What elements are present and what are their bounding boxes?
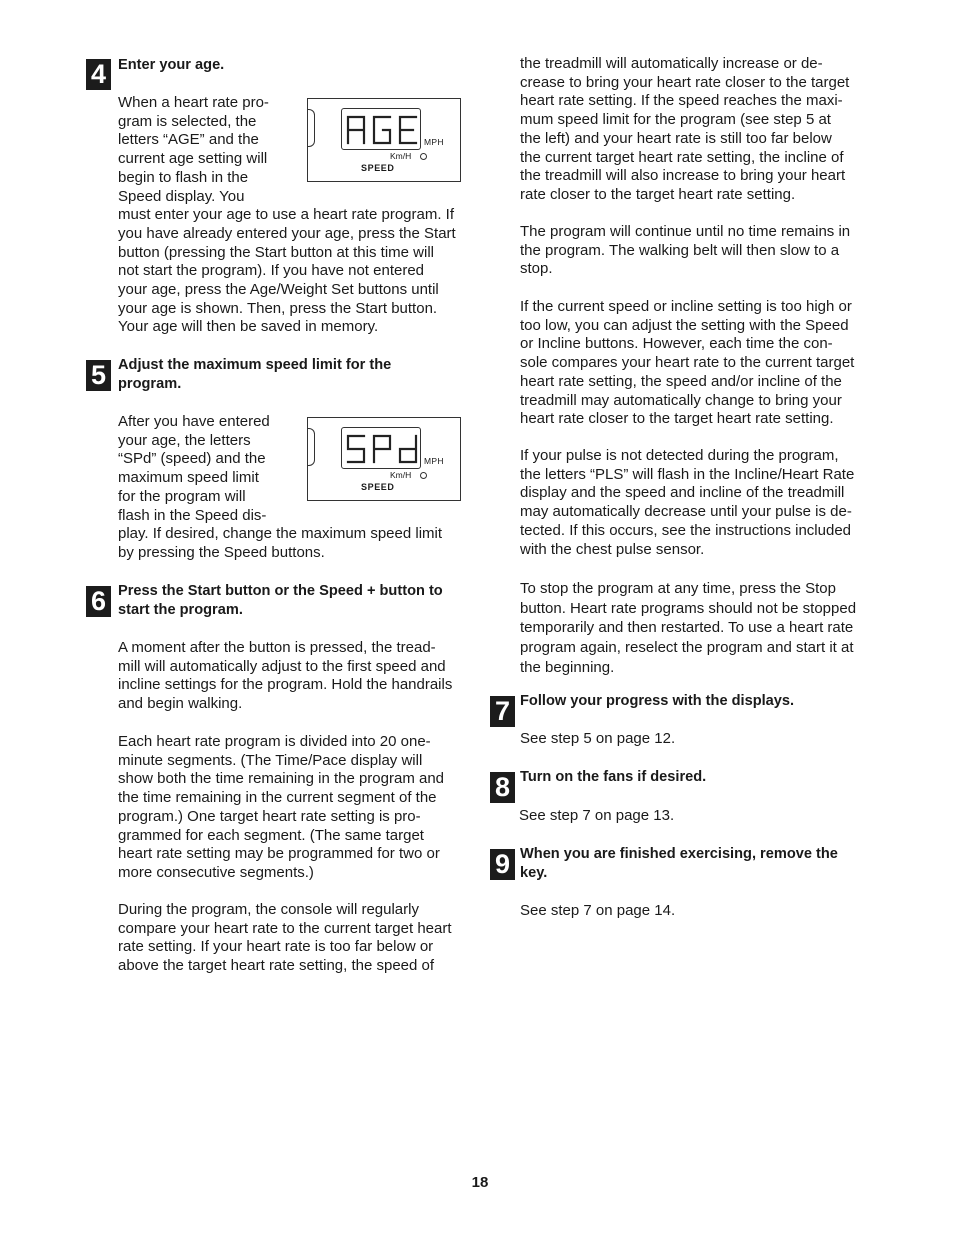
- body-line: or Incline buttons. However, each time the con-: [520, 335, 833, 353]
- step-6-paragraph-1: [118, 639, 452, 714]
- body-line: maximum speed limit: [118, 469, 259, 487]
- body-line: mill will automatically adjust to the first speed and: [118, 657, 446, 675]
- body-line: heart rate closer to the target heart rate setting.: [520, 410, 834, 428]
- right-paragraph-3: [520, 298, 854, 429]
- body-line: Speed display. You: [118, 187, 245, 205]
- body-line: for the program will: [118, 487, 246, 505]
- step-7-body: See step 5 on page 12.: [520, 730, 676, 747]
- step-5-heading: [118, 356, 391, 394]
- body-line: with the chest pulse sensor.: [520, 540, 705, 558]
- mph-label: MPH: [424, 137, 444, 147]
- body-line: A moment after the button is pressed, the tread-: [118, 639, 436, 656]
- step-7-heading: Follow your progress with the displays.: [520, 693, 795, 709]
- body-line: your age is shown. Then, press the Start button.: [118, 299, 438, 317]
- lcd-screen: [341, 427, 421, 469]
- body-line: too low, you can adjust the setting with the Speed: [520, 316, 849, 334]
- lcd-age-digits: [345, 113, 419, 147]
- body-line: not start the program). If you have not entered: [118, 262, 425, 280]
- body-line: and begin walking.: [118, 695, 243, 713]
- body-line: the time remaining in the current segment of the: [118, 789, 437, 807]
- step-6-heading: [118, 582, 443, 620]
- body-line: begin to flash in the: [118, 168, 249, 186]
- body-line: grammed for each segment. (The same target: [118, 826, 424, 844]
- display-left-bracket: [307, 109, 315, 147]
- step-4-heading: Enter your age.: [118, 57, 225, 73]
- step-6-paragraph-2: [118, 733, 444, 883]
- body-line: sole compares your heart rate to the current target: [520, 354, 855, 372]
- body-line: the program. The walking belt will then slow to a: [520, 241, 840, 259]
- body-line: the treadmill will automatically increase or de-: [520, 55, 823, 72]
- step-5-badge: 5: [86, 360, 111, 391]
- body-line: current age setting will: [118, 150, 268, 168]
- heading-line: When you are finished exercising, remove the: [520, 846, 838, 862]
- body-line: compare your heart rate to the current target heart: [118, 919, 452, 937]
- body-line: the left) and your heart rate is still too far below: [520, 129, 832, 147]
- step-8-body: See step 7 on page 13.: [519, 807, 675, 824]
- body-line: temporarily and then restarted. To use a heart rate: [520, 619, 854, 637]
- body-line: gram is selected, the: [118, 112, 257, 130]
- body-line: Your age will then be saved in memory.: [118, 318, 379, 336]
- speed-label: SPEED: [361, 163, 395, 173]
- body-line: heart rate setting. If the speed reaches the maxi-: [520, 92, 843, 110]
- body-line: play. If desired, change the maximum speed limit: [118, 525, 443, 543]
- body-line: “SPd” (speed) and the: [118, 450, 266, 468]
- step-9-body: See step 7 on page 14.: [520, 902, 676, 919]
- body-line: more consecutive segments.): [118, 863, 314, 881]
- body-line: mum speed limit for the program (see step 5 at: [520, 111, 831, 129]
- kmh-label: Km/H: [390, 470, 412, 480]
- body-line: rate setting. If your heart rate is too far below or: [118, 938, 434, 956]
- right-paragraph-2: [520, 223, 850, 279]
- body-line: the beginning.: [520, 658, 615, 676]
- lcd-spd-digits: [345, 432, 419, 466]
- body-line: the letters “PLS” will flash in the Incline/Heart Rate: [520, 465, 855, 483]
- right-paragraph-1: [520, 55, 849, 205]
- body-line: above the target heart rate setting, the speed of: [118, 957, 435, 975]
- body-line: by pressing the Speed buttons.: [118, 543, 325, 561]
- body-line: must enter your age to use a heart rate program. If: [118, 206, 455, 224]
- body-line: During the program, the console will regularly: [118, 901, 419, 918]
- speed-label: SPEED: [361, 482, 395, 492]
- body-line: the current target heart rate setting, the incline of: [520, 148, 844, 166]
- body-line: rate closer to the target heart rate setting.: [520, 185, 796, 203]
- page-number: 18: [471, 1174, 489, 1191]
- body-line: letters “AGE” and the: [118, 131, 259, 149]
- body-line: program again, reselect the program and start it at: [520, 639, 854, 657]
- step-9-heading: [520, 845, 838, 883]
- body-line: button. Heart rate programs should not be stopped: [520, 599, 857, 617]
- body-line: incline settings for the program. Hold the handrails: [118, 676, 453, 694]
- body-line: the treadmill will also increase to bring your heart: [520, 167, 846, 185]
- body-line: When a heart rate pro-: [118, 94, 269, 111]
- display-left-bracket: [307, 428, 315, 466]
- body-line: Each heart rate program is divided into 20 one-: [118, 733, 431, 750]
- heading-line: Press the Start button or the Speed + button to: [118, 583, 443, 599]
- body-line: If your pulse is not detected during the program,: [520, 447, 839, 464]
- body-line: heart rate setting, the speed and/or incline of the: [520, 372, 842, 390]
- step-8-badge: 8: [490, 772, 515, 803]
- right-paragraph-4: [520, 447, 854, 559]
- body-line: button (pressing the Start button at this time will: [118, 243, 434, 261]
- body-line: The program will continue until no time remains in: [520, 223, 851, 240]
- body-line: treadmill may automatically change to bring your: [520, 391, 842, 409]
- body-line: After you have entered: [118, 413, 270, 430]
- heading-line: program.: [118, 376, 182, 392]
- kmh-label: Km/H: [390, 151, 412, 161]
- body-line: your age, press the Age/Weight Set buttons until: [118, 281, 439, 299]
- body-line: heart rate setting may be programmed for two or: [118, 845, 440, 863]
- right-paragraph-5: [520, 579, 856, 678]
- heading-line: Adjust the maximum speed limit for the: [118, 357, 392, 373]
- body-line: crease to bring your heart rate closer to the target: [520, 73, 850, 91]
- body-line: display and the speed and incline of the treadmill: [520, 484, 845, 502]
- step-4-badge: 4: [86, 59, 111, 90]
- body-line: To stop the program at any time, press the Stop: [520, 580, 836, 597]
- heading-line: start the program.: [118, 602, 243, 618]
- step-6-badge: 6: [86, 586, 111, 617]
- step-7-badge: 7: [490, 696, 515, 727]
- lcd-screen: [341, 108, 421, 150]
- body-line: your age, the letters: [118, 431, 251, 449]
- spd-speed-display: [307, 417, 461, 501]
- kmh-indicator-icon: [420, 472, 427, 479]
- body-line: stop.: [520, 260, 553, 278]
- heading-line: key.: [520, 865, 548, 881]
- kmh-indicator-icon: [420, 153, 427, 160]
- body-line: may automatically decrease until your pulse is de-: [520, 503, 852, 521]
- body-line: you have already entered your age, press the Start: [118, 224, 456, 242]
- body-line: tected. If this occurs, see the instructions included: [520, 521, 852, 539]
- step-9-badge: 9: [490, 849, 515, 880]
- step-8-heading: Turn on the fans if desired.: [520, 769, 707, 785]
- body-line: flash in the Speed dis-: [118, 506, 267, 524]
- age-speed-display: [307, 98, 461, 182]
- body-line: program.) One target heart rate setting is pro-: [118, 807, 421, 825]
- mph-label: MPH: [424, 456, 444, 466]
- body-line: minute segments. (The Time/Pace display will: [118, 751, 423, 769]
- step-6-paragraph-3: [118, 901, 452, 976]
- body-line: If the current speed or incline setting is too high or: [520, 298, 852, 315]
- body-line: show both the time remaining in the program and: [118, 770, 445, 788]
